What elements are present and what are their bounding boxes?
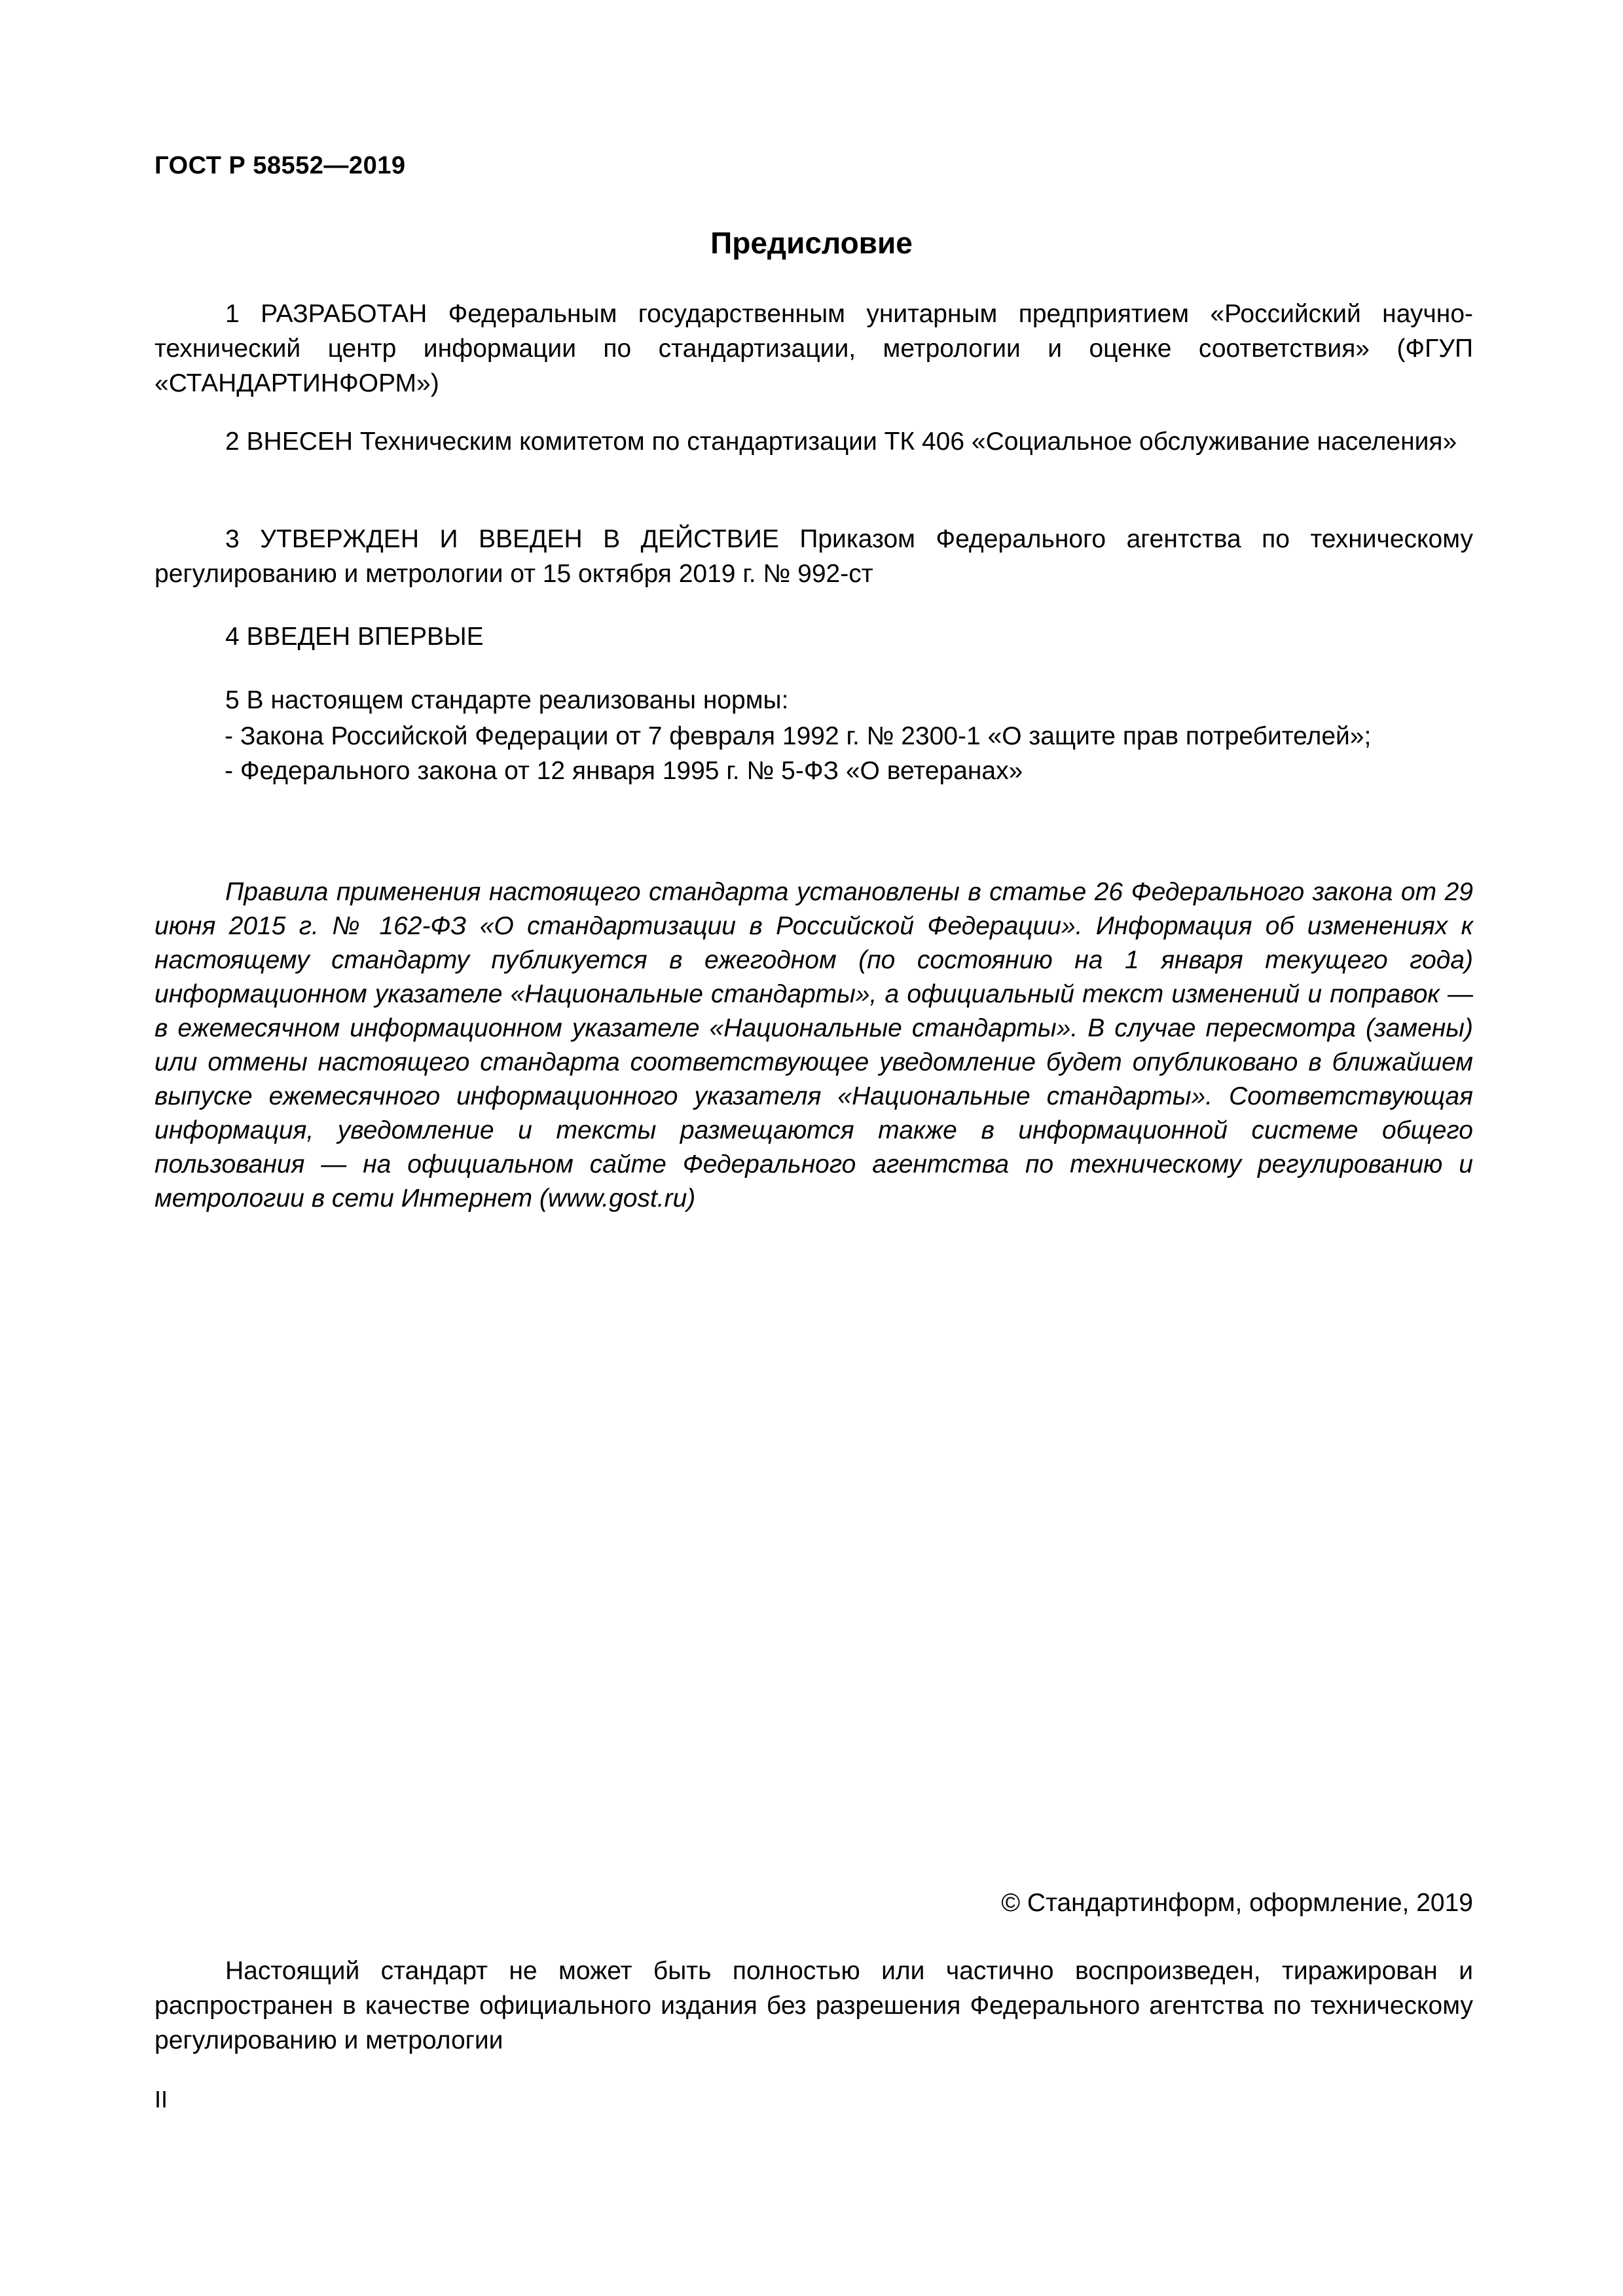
foreword-item-1: 1 РАЗРАБОТАН Федеральным государственным унитарным предприятием «Российский научно-технический центр информации по стандартизации, метрологии и оценке соответствия» (ФГУП «СТАНДАРТИНФОРМ») [155, 300, 1473, 397]
norm-list-item: - Закона Российской Федерации от 7 февраля 1992 г. № 2300-1 «О защите прав потребителей»; [225, 722, 1372, 750]
page-number: II [155, 2086, 168, 2113]
foreword-item-2: 2 ВНЕСЕН Техническим комитетом по стандартизации ТК 406 «Социальное обслуживание населения» [225, 428, 1457, 456]
rules-notice: Правила применения настоящего стандарта установлены в статье 26 Федерального закона от 29 июня 2015 г. № 162-ФЗ «О стандартизации в Российской Федерации». Информация об изменениях к настоящему стандарту публикуется в ежегодном (по состоянию на 1 января текущего года) информационном указателе «Национальные стандарты», а официальный текст изменений и поправок — в ежемесячном информационном указателе «Национальные стандарты». В случае пересмотра (замены) или отмены настоящего стандарта соответствующее уведомление будет опубликовано в ближайшем выпуске ежемесячного информационного указателя «Национальные стандарты». Соответствующая информация, уведомление и тексты размещаются также в информационной системе общего пользования — на официальном сайте Федерального агентства по техническому регулированию и метрологии в сети Интернет (www.gost.ru) [155, 878, 1473, 1212]
foreword-item-5: 5 В настоящем стандарте реализованы нормы: [225, 686, 789, 714]
foreword-item-3: 3 УТВЕРЖДЕН И ВВЕДЕН В ДЕЙСТВИЕ Приказом Федерального агентства по техническому регулированию и метрологии от 15 октября 2019 г. № 992-ст [155, 525, 1473, 588]
copyright-line: © Стандартинформ, оформление, 2019 [1001, 1889, 1473, 1917]
section-title: Предисловие [710, 226, 913, 260]
copyright-notice: Настоящий стандарт не может быть полностью или частично воспроизведен, тиражирован и распространен в качестве официального издания без разрешения Федерального агентства по техническому регулированию и метрологии [155, 1957, 1473, 2054]
document-code: ГОСТ Р 58552—2019 [155, 152, 406, 179]
foreword-item-4: 4 ВВЕДЕН ВПЕРВЫЕ [225, 623, 484, 651]
norm-list-item: - Федерального закона от 12 января 1995 г. № 5-ФЗ «О ветеранах» [225, 757, 1023, 785]
